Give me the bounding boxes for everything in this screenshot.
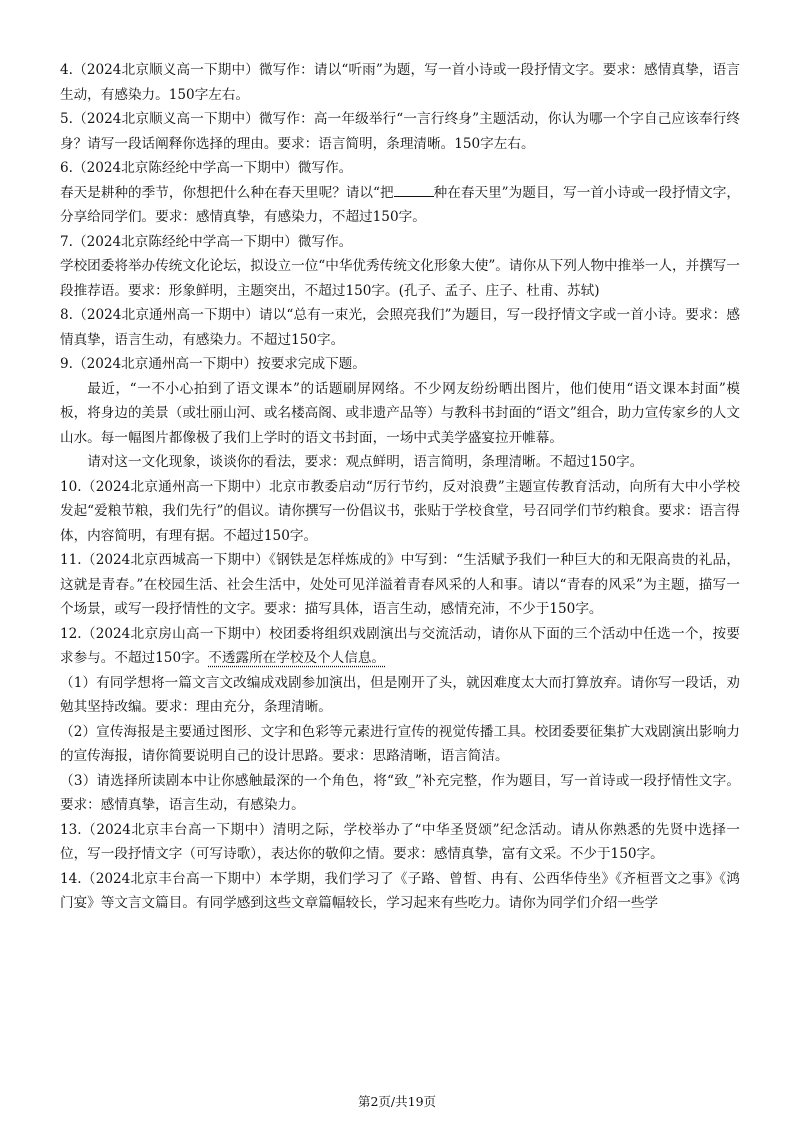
question-6-heading: 6.（2024北京陈经纶中学高一下期中）微写作。	[60, 160, 353, 176]
question-9-paragraph-1: 最近，“一不小心拍到了语文课本”的话题刷屏网络。不少网友纷纷晒出图片，他们使用“语文课本封面”模板，将身边的美景（或壮丽山河、或名楼高阁、或非遗产品等）与教科书封面的“语文”组合，助力宣传家乡的人文山水。每一幅图片都像极了我们上学时的语文书封面，一场中式美学盛宴拉开帷幕。	[60, 380, 740, 446]
page-number-footer: 第2页/共19页	[357, 1094, 437, 1109]
question-6-text-before: 春天是耕种的季节，你想把什么种在春天里呢？请以“把	[60, 184, 394, 201]
question-9-heading: 9.（2024北京通州高一下期中）按要求完成下题。	[60, 356, 366, 372]
question-11: 11.（2024北京西城高一下期中）《钢铁是怎样炼成的》中写到：“生活赋予我们一种巨大的和无限高贵的礼品，这就是青春。”在校园生活、社会生活中，处处可见洋溢着青春风采的人和事。请以“青春的风采”为主题，描写一个场景，或写一段抒情性的文字。要求：描写具体，语言生动，感情充沛，不少于150字。	[60, 552, 740, 617]
question-12-option-1: （1）有同学想将一篇文言文改编成戏剧参加演出，但是刚开了头，就因难度太大而打算放弃。请你写一段话，劝勉其坚持改编。要求：理由充分，条理清晰。	[60, 674, 740, 715]
question-12-emphasis: 不透露所在学校及个人信息。	[208, 650, 386, 666]
question-5: 5.（2024北京顺义高一下期中）微写作：高一年级举行“一言行终身”主题活动，你认为哪一个字自己应该奉行终身？请写一段话阐释你选择的理由。要求：语言简明，条理清晰。150字左右。	[60, 111, 740, 152]
question-13: 13.（2024北京丰台高一下期中）清明之际，学校举办了“中华圣贤颂”纪念活动。请从你熟悉的先贤中选择一位，写一段抒情文字（可写诗歌），表达你的敬仰之情。要求：感情真挚，富有文采。不少于150字。	[60, 821, 740, 862]
question-12-option-3: （3）请选择所读剧本中让你感触最深的一个角色，将“致_”补充完整，作为题目，写一首诗或一段抒情性文字。要求：感情真挚，语言生动，有感染力。	[60, 772, 740, 813]
question-6-body	[60, 181, 740, 230]
question-7-body: 学校团委将举办传统文化论坛，拟设立一位“中华优秀传统文化形象大使”。请你从下列人物中推举一人，并撰写一段推荐语。要求：形象鲜明，主题突出，不超过150字。(孔子、孟子、庄子、杜甫、苏轼)	[60, 258, 740, 299]
question-4: 4.（2024北京顺义高一下期中）微写作：请以“听雨”为题，写一首小诗或一段抒情文字。要求：感情真挚，语言生动，有感染力。150字左右。	[60, 62, 740, 103]
question-12-text: 12.（2024北京房山高一下期中）校团委将组织戏剧演出与交流活动，请你从下面的三个活动中任选一个，按要求参与。不超过150字。	[60, 625, 740, 666]
page-content	[60, 58, 740, 916]
question-12-option-2: （2）宣传海报是主要通过图形、文字和色彩等元素进行宣传的视觉传播工具。校团委要征集扩大戏剧演出影响力的宣传海报，请你简要说明自己的设计思路。要求：思路清晰，语言简洁。	[60, 723, 740, 764]
question-14: 14.（2024北京丰台高一下期中）本学期，我们学习了《子路、曾皙、冉有、公西华侍坐》《齐桓晋文之事》《鸿门宴》等文言文篇目。有同学感到这些文章篇幅较长，学习起来有些吃力。请你为同学们介绍一些学	[60, 870, 740, 911]
question-8: 8.（2024北京通州高一下期中）请以“总有一束光，会照亮我们”为题目，写一段抒情文字或一首小诗。要求：感情真挚，语言生动，有感染力。不超过150字。	[60, 307, 740, 348]
question-10: 10.（2024北京通州高一下期中）北京市教委启动“厉行节约，反对浪费”主题宣传教育活动，向所有大中小学校发起“爱粮节粮，我们先行”的倡议。请你撰写一份倡议书，张贴于学校食堂，号召同学们节约粮食。要求：语言得体，内容简明，有理有据。不超过150字。	[60, 478, 740, 544]
question-7-heading: 7.（2024北京陈经纶中学高一下期中）微写作。	[60, 233, 353, 250]
question-9-paragraph-2: 请对这一文化现象，谈谈你的看法，要求：观点鲜明，语言简明，条理清晰。不超过150字。	[87, 454, 644, 470]
question-12-heading	[60, 622, 740, 671]
question-6-text-after: 种在春天里”为题目，写一首小诗或一段抒情文字，分享给同学们。要求：感情真挚，有感染力，不超过150字。	[60, 184, 740, 225]
fill-in-blank	[394, 182, 434, 197]
